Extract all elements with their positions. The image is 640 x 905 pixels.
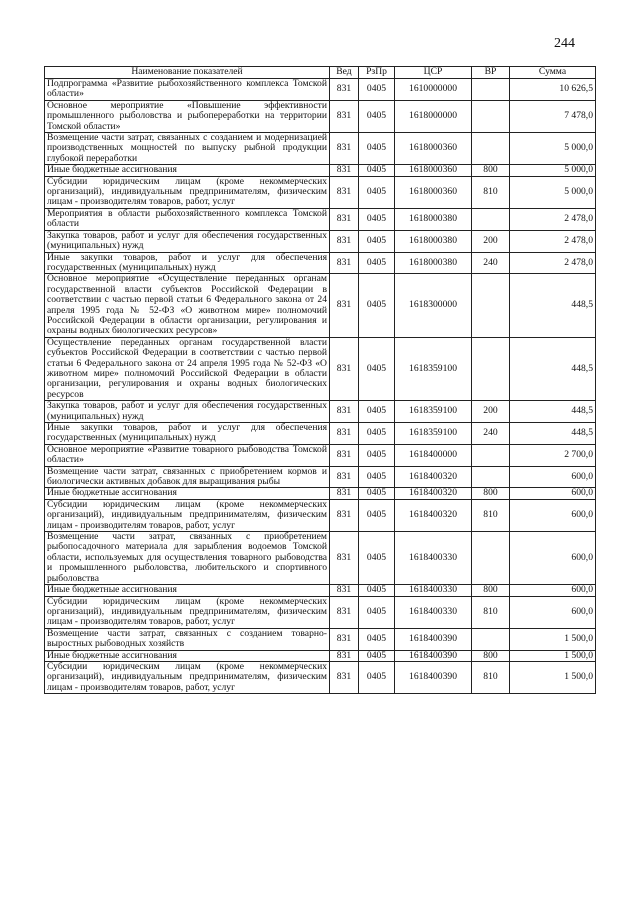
row-rzpr: 0405 [359, 596, 395, 628]
row-name: Субсидии юридическим лицам (кроме некоммерческих организаций), индивидуальным предпринимателям, физическим лицам - производителям товаров, работ, услуг [45, 661, 330, 693]
table-row [45, 79, 596, 101]
row-rzpr: 0405 [359, 230, 395, 252]
row-rzpr: 0405 [359, 585, 395, 596]
table-row [45, 444, 596, 466]
row-name: Возмещение части затрат, связанных с приобретением кормов и биологически активных добавок для выращивания рыбы [45, 466, 330, 488]
row-vr [472, 133, 510, 165]
budget-table [44, 66, 596, 694]
row-name: Субсидии юридическим лицам (кроме некоммерческих организаций), индивидуальным предпринимателям, физическим лицам - производителям товаров, работ, услуг [45, 176, 330, 208]
row-csr: 1618000380 [395, 208, 472, 230]
header-csr: ЦСР [395, 67, 472, 79]
table-row [45, 650, 596, 661]
row-vr: 240 [472, 252, 510, 274]
row-sum: 600,0 [510, 596, 596, 628]
row-vr: 810 [472, 596, 510, 628]
row-name: Мероприятия в области рыбохозяйственного комплекса Томской области [45, 208, 330, 230]
row-ved: 831 [330, 488, 359, 499]
row-rzpr: 0405 [359, 165, 395, 176]
row-sum: 7 478,0 [510, 100, 596, 132]
row-csr: 1618000360 [395, 176, 472, 208]
table-row [45, 230, 596, 252]
row-vr: 200 [472, 230, 510, 252]
row-name: Закупка товаров, работ и услуг для обеспечения государственных (муниципальных) нужд [45, 401, 330, 423]
row-vr [472, 444, 510, 466]
table-row [45, 274, 596, 337]
row-name: Субсидии юридическим лицам (кроме некоммерческих организаций), индивидуальным предпринимателям, физическим лицам - производителям товаров, работ, услуг [45, 596, 330, 628]
header-ved: Вед [330, 67, 359, 79]
row-csr: 1618400390 [395, 650, 472, 661]
row-name: Подпрограмма «Развитие рыбохозяйственного комплекса Томской области» [45, 79, 330, 101]
header-name: Наименование показателей [45, 67, 330, 79]
row-csr: 1618400330 [395, 532, 472, 585]
row-rzpr: 0405 [359, 488, 395, 499]
row-sum: 448,5 [510, 337, 596, 400]
row-vr: 810 [472, 661, 510, 693]
row-name: Осуществление переданных органам государственной власти субъектов Российской Федерации в соответствии с частью первой статьи 6 Федерального закона от 24 апреля 1995 года № 52-ФЗ «О животном мире» полномочий Российской Федерации в области организации, регулирования и охраны водных биологических ресурсов [45, 337, 330, 400]
row-name: Возмещение части затрат, связанных с приобретением рыбопосадочного материала для зарыбления водоемов Томской области, используемых для осуществления товарного рыбоводства и промышленного рыболовства, любительского и спортивного рыболовства [45, 532, 330, 585]
row-vr [472, 466, 510, 488]
row-sum: 600,0 [510, 466, 596, 488]
row-vr: 240 [472, 423, 510, 445]
row-name: Основное мероприятие «Осуществление переданных органам государственной власти субъектов Российской Федерации в соответствии с частью первой статьи 6 Федерального закона от 24 апреля 1995 года № 52-ФЗ «О животном мире» полномочий Российской Федерации в области организации, регулирования и охраны водных биологических ресурсов» [45, 274, 330, 337]
row-csr: 1618000360 [395, 165, 472, 176]
row-rzpr: 0405 [359, 628, 395, 650]
row-vr: 800 [472, 488, 510, 499]
row-ved: 831 [330, 661, 359, 693]
row-sum: 2 478,0 [510, 230, 596, 252]
row-csr: 1618400390 [395, 661, 472, 693]
row-csr: 1618400000 [395, 444, 472, 466]
table-row [45, 423, 596, 445]
row-ved: 831 [330, 423, 359, 445]
table-row [45, 596, 596, 628]
row-name: Возмещение части затрат, связанных с созданием товарно-выростных рыбоводных хозяйств [45, 628, 330, 650]
row-sum: 448,5 [510, 423, 596, 445]
row-vr: 200 [472, 401, 510, 423]
row-name: Иные закупки товаров, работ и услуг для обеспечения государственных (муниципальных) нужд [45, 423, 330, 445]
table-row [45, 532, 596, 585]
row-csr: 1618400390 [395, 628, 472, 650]
row-rzpr: 0405 [359, 499, 395, 531]
row-csr: 1618400320 [395, 466, 472, 488]
row-ved: 831 [330, 585, 359, 596]
row-ved: 831 [330, 133, 359, 165]
row-name: Основное мероприятие «Повышение эффективности промышленного рыболовства и рыбопереработки на территории Томской области» [45, 100, 330, 132]
table-body [45, 79, 596, 694]
row-ved: 831 [330, 401, 359, 423]
row-name: Иные бюджетные ассигнования [45, 585, 330, 596]
row-csr: 1618300000 [395, 274, 472, 337]
table-row [45, 337, 596, 400]
table-row [45, 208, 596, 230]
row-vr [472, 274, 510, 337]
table-row [45, 176, 596, 208]
table-row [45, 499, 596, 531]
row-sum: 5 000,0 [510, 176, 596, 208]
row-name: Основное мероприятие «Развитие товарного рыбоводства Томской области» [45, 444, 330, 466]
row-name: Иные закупки товаров, работ и услуг для обеспечения государственных (муниципальных) нужд [45, 252, 330, 274]
row-name: Закупка товаров, работ и услуг для обеспечения государственных (муниципальных) нужд [45, 230, 330, 252]
row-rzpr: 0405 [359, 252, 395, 274]
row-csr: 1618000360 [395, 133, 472, 165]
table-row [45, 661, 596, 693]
row-ved: 831 [330, 208, 359, 230]
row-rzpr: 0405 [359, 466, 395, 488]
table-row [45, 488, 596, 499]
row-rzpr: 0405 [359, 650, 395, 661]
row-sum: 600,0 [510, 499, 596, 531]
row-rzpr: 0405 [359, 444, 395, 466]
row-sum: 1 500,0 [510, 628, 596, 650]
row-rzpr: 0405 [359, 176, 395, 208]
row-csr: 1618000380 [395, 252, 472, 274]
row-sum: 2 700,0 [510, 444, 596, 466]
row-rzpr: 0405 [359, 423, 395, 445]
row-rzpr: 0405 [359, 532, 395, 585]
row-sum: 600,0 [510, 585, 596, 596]
row-ved: 831 [330, 444, 359, 466]
table-row [45, 585, 596, 596]
row-ved: 831 [330, 499, 359, 531]
row-rzpr: 0405 [359, 100, 395, 132]
table-row [45, 628, 596, 650]
table-header-row [45, 67, 596, 79]
table-row [45, 466, 596, 488]
table-row [45, 165, 596, 176]
row-vr [472, 532, 510, 585]
row-name: Иные бюджетные ассигнования [45, 165, 330, 176]
row-ved: 831 [330, 79, 359, 101]
row-ved: 831 [330, 650, 359, 661]
row-sum: 2 478,0 [510, 208, 596, 230]
row-csr: 1618359100 [395, 337, 472, 400]
row-rzpr: 0405 [359, 337, 395, 400]
row-ved: 831 [330, 176, 359, 208]
row-ved: 831 [330, 596, 359, 628]
row-csr: 1618000380 [395, 230, 472, 252]
table-row [45, 252, 596, 274]
row-name: Иные бюджетные ассигнования [45, 488, 330, 499]
row-csr: 1618400330 [395, 596, 472, 628]
row-vr: 800 [472, 165, 510, 176]
header-rzpr: РзПр [359, 67, 395, 79]
row-sum: 448,5 [510, 274, 596, 337]
row-vr: 810 [472, 176, 510, 208]
row-sum: 10 626,5 [510, 79, 596, 101]
row-csr: 1618359100 [395, 401, 472, 423]
row-ved: 831 [330, 165, 359, 176]
row-sum: 448,5 [510, 401, 596, 423]
row-vr [472, 79, 510, 101]
row-csr: 1618400330 [395, 585, 472, 596]
row-vr [472, 337, 510, 400]
row-ved: 831 [330, 628, 359, 650]
row-csr: 1618400320 [395, 488, 472, 499]
table-row [45, 401, 596, 423]
row-name: Субсидии юридическим лицам (кроме некоммерческих организаций), индивидуальным предпринимателям, физическим лицам - производителям товаров, работ, услуг [45, 499, 330, 531]
row-name: Возмещение части затрат, связанных с созданием и модернизацией производственных мощностей по выпуску рыбной продукции глубокой переработки [45, 133, 330, 165]
row-ved: 831 [330, 532, 359, 585]
row-ved: 831 [330, 274, 359, 337]
row-csr: 1618400320 [395, 499, 472, 531]
row-csr: 1618000000 [395, 100, 472, 132]
row-rzpr: 0405 [359, 208, 395, 230]
row-ved: 831 [330, 466, 359, 488]
header-vr: ВР [472, 67, 510, 79]
row-vr: 810 [472, 499, 510, 531]
row-ved: 831 [330, 337, 359, 400]
row-sum: 1 500,0 [510, 650, 596, 661]
row-vr [472, 100, 510, 132]
page-number: 244 [554, 36, 575, 51]
row-sum: 600,0 [510, 488, 596, 499]
table-row [45, 100, 596, 132]
row-vr: 800 [472, 585, 510, 596]
table-row [45, 133, 596, 165]
row-sum: 5 000,0 [510, 133, 596, 165]
row-vr [472, 208, 510, 230]
row-rzpr: 0405 [359, 401, 395, 423]
row-sum: 1 500,0 [510, 661, 596, 693]
row-ved: 831 [330, 230, 359, 252]
row-rzpr: 0405 [359, 133, 395, 165]
row-csr: 1610000000 [395, 79, 472, 101]
row-csr: 1618359100 [395, 423, 472, 445]
row-sum: 600,0 [510, 532, 596, 585]
row-vr [472, 628, 510, 650]
row-sum: 5 000,0 [510, 165, 596, 176]
row-ved: 831 [330, 252, 359, 274]
header-sum: Сумма [510, 67, 596, 79]
row-rzpr: 0405 [359, 274, 395, 337]
row-name: Иные бюджетные ассигнования [45, 650, 330, 661]
row-vr: 800 [472, 650, 510, 661]
row-rzpr: 0405 [359, 661, 395, 693]
row-sum: 2 478,0 [510, 252, 596, 274]
row-rzpr: 0405 [359, 79, 395, 101]
row-ved: 831 [330, 100, 359, 132]
